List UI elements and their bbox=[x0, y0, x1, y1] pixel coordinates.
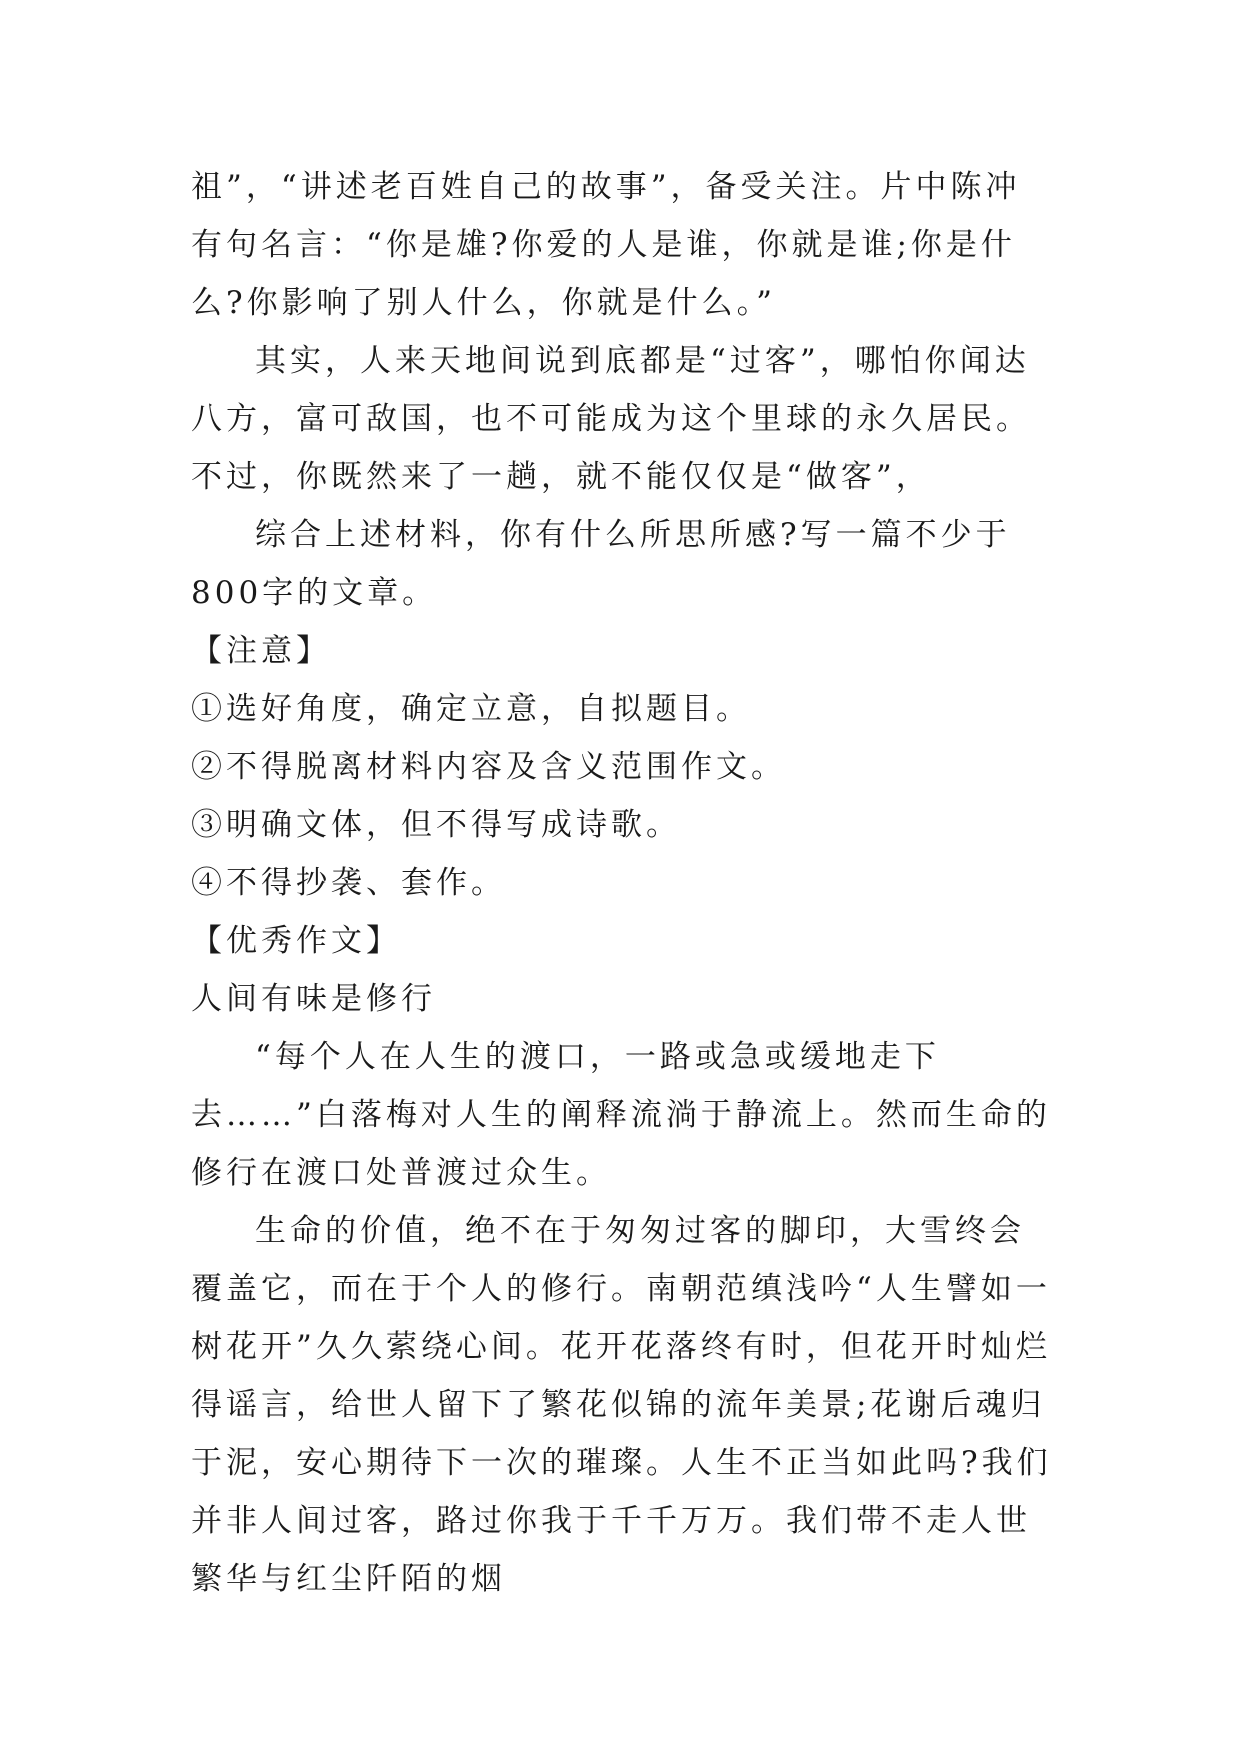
document-body bbox=[191, 158, 1053, 1608]
essay-paragraph-1: “每个人在人生的渡口，一路或急或缓地走下去……”白落梅对人生的阐释流淌于静流上。然而生命的修行在渡口处普渡过众生。 bbox=[191, 1039, 1051, 1191]
essay-title: 人间有味是修行 bbox=[191, 981, 436, 1017]
paragraph-guest: 其实，人来天地间说到底都是“过客”，哪怕你闻达八方，富可敌国，也不可能成为这个里球的永久居民。不过，你既然来了一趟，就不能仅仅是“做客”， bbox=[191, 343, 1031, 495]
notice-item-3: ③明确文体，但不得写成诗歌。 bbox=[191, 807, 681, 843]
paragraph-continuation: 祖”，“讲述老百姓自己的故事”，备受关注。片中陈冲有句名言：“你是雄?你爱的人是谁，你就是谁;你是什么?你影响了别人什么，你就是什么。” bbox=[191, 169, 1021, 321]
essay-heading: 【优秀作文】 bbox=[191, 923, 401, 959]
notice-item-1: ①选好角度，确定立意，自拟题目。 bbox=[191, 691, 751, 727]
essay-paragraph-2: 生命的价值，绝不在于匆匆过客的脚印，大雪终会覆盖它，而在于个人的修行。南朝范缜浅吟“人生譬如一树花开”久久萦绕心间。花开花落终有时，但花开时灿烂得谣言，给世人留下了繁花似锦的流年美景;花谢后魂归于泥，安心期待下一次的璀璨。人生不正当如此吗?我们并非人间过客，路过你我于千千万万。我们带不走人世繁华与红尘阡陌的烟 bbox=[191, 1213, 1052, 1597]
notice-heading: 【注意】 bbox=[191, 633, 331, 669]
paragraph-prompt: 综合上述材料，你有什么所思所感?写一篇不少于800字的文章。 bbox=[191, 517, 1011, 611]
notice-item-2: ②不得脱离材料内容及含义范围作文。 bbox=[191, 749, 786, 785]
notice-item-4: ④不得抄袭、套作。 bbox=[191, 865, 506, 901]
